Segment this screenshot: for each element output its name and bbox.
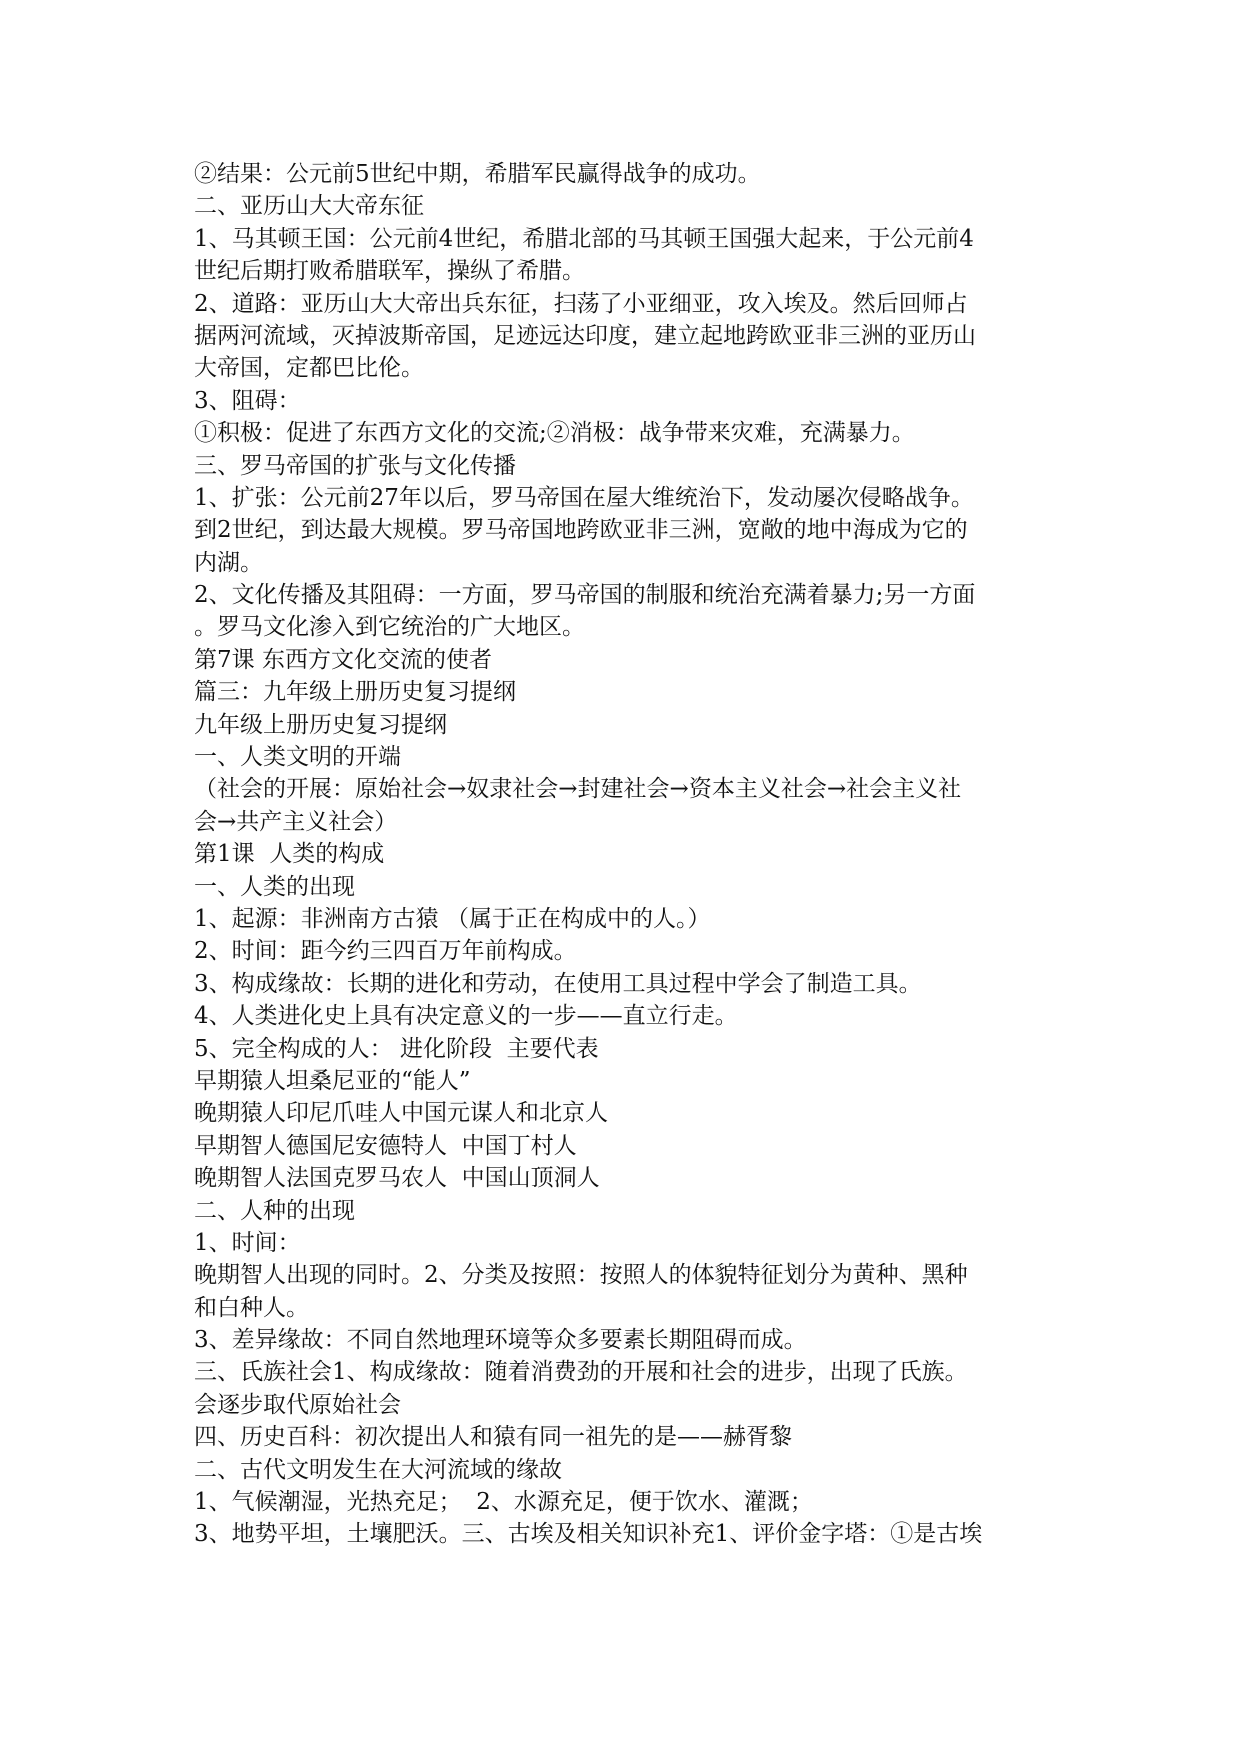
text-line: 2、文化传播及其阻碍：一方面，罗马帝国的制服和统治充满着暴力;另一方面 (194, 582, 976, 609)
text-line: 5、完全构成的人： 进化阶段 主要代表 (194, 1035, 599, 1062)
text-line: 1、时间： (194, 1229, 301, 1256)
text-line: 3、地势平坦，土壤肥沃。三、古埃及相关知识补充1、评价金字塔：①是古埃 (194, 1521, 983, 1548)
text-line: 三、氏族社会1、构成缘故：随着消费劲的开展和社会的进步，出现了氏族。 (194, 1359, 968, 1386)
section-heading: 一、人类文明的开端 (194, 744, 401, 771)
text-line: 内湖。 (194, 549, 263, 576)
text-line: 3、阻碍： (194, 387, 301, 414)
section-heading: 三、罗马帝国的扩张与文化传播 (194, 452, 516, 479)
text-line: 3、差异缘故：不同自然地理环境等众多要素长期阻碍而成。 (194, 1327, 807, 1354)
text-line: 晚期智人出现的同时。2、分类及按照：按照人的体貌特征划分为黄种、黑种 (194, 1262, 968, 1289)
document-title: 九年级上册历史复习提纲 (194, 711, 447, 738)
text-line: 1、扩张：公元前27年以后，罗马帝国在屋大维统治下，发动屡次侵略战争。 (194, 484, 974, 511)
section-heading: 一、人类的出现 (194, 873, 355, 900)
text-line: （社会的开展：原始社会→奴隶社会→封建社会→资本主义社会→社会主义社 (194, 776, 962, 803)
text-line: 。罗马文化渗入到它统治的广大地区。 (194, 614, 585, 641)
text-line: 和白种人。 (194, 1294, 309, 1321)
text-line: 晚期猿人印尼爪哇人中国元谋人和北京人 (194, 1100, 608, 1127)
text-line: 3、构成缘故：长期的进化和劳动，在使用工具过程中学会了制造工具。 (194, 970, 922, 997)
text-line: 2、时间：距今约三四百万年前构成。 (194, 938, 577, 965)
lesson-heading: 第1课 人类的构成 (194, 841, 385, 868)
chapter-heading: 篇三：九年级上册历史复习提纲 (194, 679, 516, 706)
text-line: 据两河流域，灭掉波斯帝国，足迹远达印度，建立起地跨欧亚非三洲的亚历山 (194, 322, 976, 349)
text-line: 1、马其顿王国：公元前4世纪，希腊北部的马其顿王国强大起来，于公元前4 (194, 225, 974, 252)
text-line: 4、人类进化史上具有决定意义的一步——直立行走。 (194, 1003, 738, 1030)
text-line: 1、起源：非洲南方古猿 （属于正在构成中的人。） (194, 905, 711, 932)
text-line: 大帝国，定都巴比伦。 (194, 355, 424, 382)
section-heading: 二、人种的出现 (194, 1197, 355, 1224)
text-line: 晚期智人法国克罗马农人 中国山顶洞人 (194, 1165, 600, 1192)
text-line: 世纪后期打败希腊联军，操纵了希腊。 (194, 258, 585, 285)
lesson-heading: 第7课 东西方文化交流的使者 (194, 646, 492, 673)
text-line: 早期智人德国尼安德特人 中国丁村人 (194, 1132, 577, 1159)
section-heading: 二、古代文明发生在大河流域的缘故 (194, 1456, 562, 1483)
text-line: 会→共产主义社会） (194, 808, 398, 835)
text-line: 1、气候潮湿，光热充足； 2、水源充足，便于饮水、灌溉； (194, 1489, 813, 1516)
text-line: ②结果：公元前5世纪中期，希腊军民赢得战争的成功。 (194, 161, 761, 187)
section-heading: 二、亚历山大大帝东征 (194, 193, 424, 220)
text-line: 2、道路：亚历山大大帝出兵东征，扫荡了小亚细亚，攻入埃及。然后回师占 (194, 290, 968, 317)
document-body (194, 158, 1074, 1551)
text-line: 早期猿人坦桑尼亚的“能人” (194, 1067, 471, 1094)
text-line: 到2世纪，到达最大规模。罗马帝国地跨欧亚非三洲，宽敞的地中海成为它的 (194, 517, 968, 544)
text-line: ①积极：促进了东西方文化的交流;②消极：战争带来灾难，充满暴力。 (194, 420, 915, 447)
text-line: 会逐步取代原始社会 (194, 1391, 401, 1418)
text-line: 四、历史百科：初次提出人和猿有同一祖先的是——赫胥黎 (194, 1424, 792, 1451)
